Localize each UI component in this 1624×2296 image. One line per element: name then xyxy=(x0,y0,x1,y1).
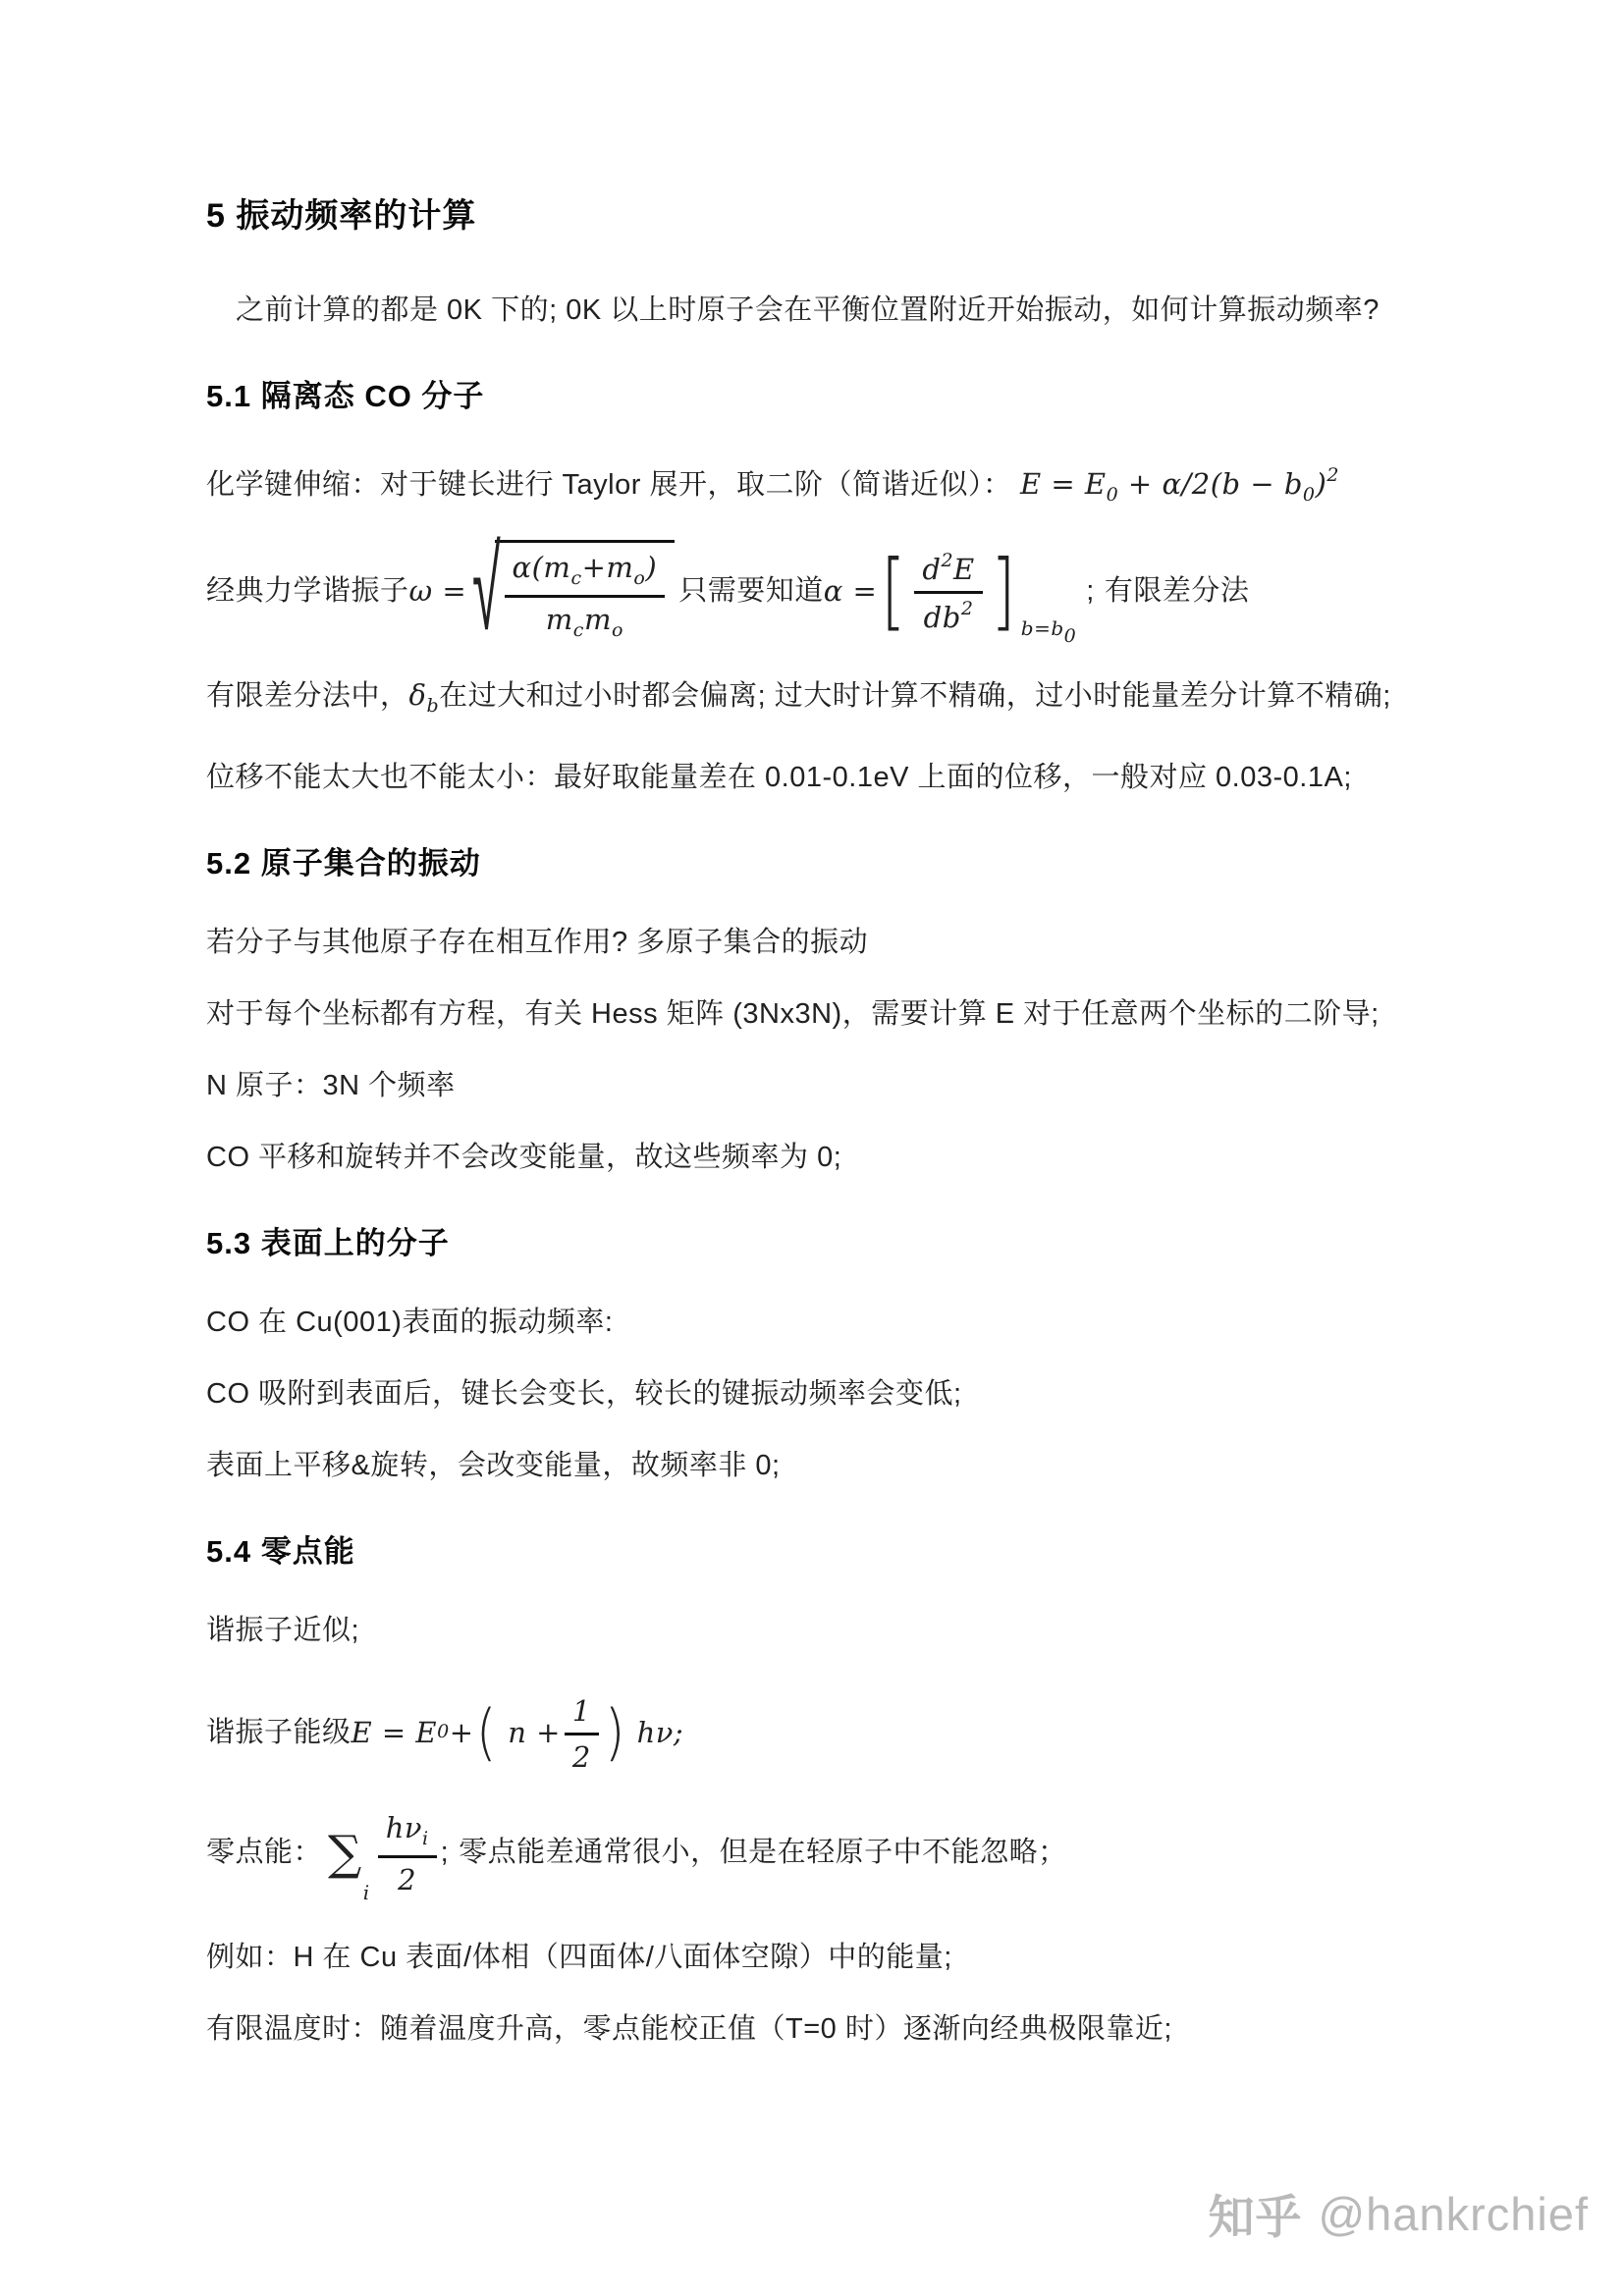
omega-semicolon: ; xyxy=(1086,575,1095,608)
paragraph-finite-temperature: 有限温度时：随着温度升高，零点能校正值（T=0 时）逐渐向经典极限靠近; xyxy=(206,2013,1172,2045)
section-heading-5: 5 振动频率的计算 xyxy=(206,197,477,235)
paragraph-example: 例如：H 在 Cu 表面/体相（四面体/八面体空隙）中的能量; xyxy=(206,1942,952,1973)
elevel-n-term: n + xyxy=(508,1716,561,1750)
bond-sub-0b: 0 xyxy=(1302,484,1316,506)
zpe-fraction xyxy=(378,1808,437,1897)
elevel-lead-text: 谐振子能级 xyxy=(206,1717,352,1749)
omega-lead-text: 经典力学谐振子 xyxy=(206,575,409,608)
paragraph-finite-difference xyxy=(206,665,1473,737)
zpe-semicolon: ; xyxy=(440,1837,450,1869)
alpha-lhs: α = xyxy=(823,574,878,609)
radicand xyxy=(495,540,676,643)
one-half-fraction xyxy=(565,1691,599,1776)
right-paren: ) xyxy=(604,1696,625,1769)
document-content xyxy=(206,188,1473,2070)
paragraph-displacement: 位移不能太大也不能太小：最好取能量差在 0.01-0.1eV 上面的位移，一般对应 0.03-0.1A; xyxy=(206,761,1352,793)
paragraph-interaction: 若分子与其他原子存在相互作用? 多原子集合的振动 xyxy=(206,926,869,958)
delta-post-text: 在过大和过小时都会偏离; 过大时计算不精确，过小时能量差分计算不精确; xyxy=(439,679,1391,712)
square-root xyxy=(470,520,675,658)
watermark xyxy=(1208,2181,1589,2247)
delta-pre-text: 有限差分法中， xyxy=(206,679,409,712)
section-heading-5-3: 5.3 表面上的分子 xyxy=(206,1225,450,1260)
mass-fraction-denominator: $m_cm_o$ xyxy=(545,602,623,641)
delta-symbol: δ xyxy=(408,677,427,712)
bond-formula-part: ) xyxy=(1315,467,1327,501)
zpe-sum xyxy=(322,1808,441,1904)
paragraph-co-translation: CO 平移和旋转并不会改变能量，故这些频率为 0; xyxy=(206,1141,842,1173)
omega-mid-text: 只需要知道 xyxy=(678,575,824,608)
elevel-hnu: hν; xyxy=(636,1716,684,1750)
bond-lead-text: 化学键伸缩：对于键长进行 Taylor 展开，取二阶（简谐近似）： xyxy=(206,469,1021,501)
elevel-part: E = E xyxy=(351,1716,438,1750)
delta-subscript: b xyxy=(426,694,440,717)
evaluation-subscript: b=b0 xyxy=(1020,616,1077,648)
right-bracket: ] xyxy=(990,541,1016,640)
omega-tail-text: 有限差分法 xyxy=(1104,575,1250,608)
elevel-part: + xyxy=(449,1716,474,1750)
one-half-numerator: 1 xyxy=(565,1691,599,1735)
section-heading-5-1: 5.1 隔离态 CO 分子 xyxy=(206,379,485,413)
one-half-denominator: 2 xyxy=(571,1739,591,1774)
paragraph-bond-stretch xyxy=(206,445,1473,526)
zpe-denominator: 2 xyxy=(398,1862,417,1896)
left-paren: ( xyxy=(475,1696,497,1769)
zpe-lead-text: 零点能： xyxy=(206,1837,323,1869)
bond-sup-2: 2 xyxy=(1326,464,1339,486)
section-heading-5-2: 5.2 原子集合的振动 xyxy=(206,845,481,881)
bond-formula-part: + α/2(b − b xyxy=(1118,467,1303,501)
elevel-sub-0: 0 xyxy=(437,1721,450,1743)
zpe-tail-text: 零点能差通常很小，但是在轻原子中不能忽略； xyxy=(459,1837,1067,1869)
second-derivative-bracket xyxy=(877,541,1077,648)
paragraph-harmonic-approx: 谐振子近似; xyxy=(206,1614,360,1646)
derivative-fraction xyxy=(914,548,982,636)
paragraph-adsorption: CO 吸附到表面后，键长会变长，较长的键振动频率会变低; xyxy=(206,1377,962,1410)
omega-lhs: ω = xyxy=(408,574,467,609)
paragraph-surface-translation: 表面上平移&旋转，会改变能量，故频率非 0; xyxy=(206,1449,781,1481)
zpe-numerator: $h\nu_i$ xyxy=(378,1808,437,1858)
section-heading-5-4: 5.4 零点能 xyxy=(206,1533,355,1569)
formula-harmonic-oscillator xyxy=(206,520,1473,658)
formula-zero-point-energy xyxy=(206,1808,1473,1904)
radical-icon: √ xyxy=(472,520,502,658)
formula-energy-level xyxy=(206,1691,1473,1776)
bond-formula-part: E = E xyxy=(1020,467,1107,501)
left-bracket: [ xyxy=(881,541,907,640)
paragraph-cu-surface: CO 在 Cu(001)表面的振动频率: xyxy=(206,1306,614,1338)
bond-sub-0: 0 xyxy=(1106,484,1119,506)
paragraph-hess-matrix: 对于每个坐标都有方程，有关 Hess 矩阵 (3Nx3N)，需要计算 E 对于任意两个坐标的二阶导; xyxy=(206,997,1380,1030)
derivative-numerator: $d^2E$ xyxy=(914,548,982,594)
mass-fraction-numerator: $\alpha(m_c+m_o)$ xyxy=(505,548,666,598)
paragraph-n-atoms: N 原子：3N 个频率 xyxy=(206,1069,456,1101)
mass-fraction xyxy=(505,548,666,643)
sigma-subscript: i xyxy=(362,1881,370,1904)
sigma-icon: ∑ xyxy=(328,1825,362,1881)
zhihu-logo-text: 知乎 xyxy=(1208,2191,1303,2243)
derivative-denominator: $db^2$ xyxy=(923,597,974,634)
paragraph-intro: 之前计算的都是 0K 下的; 0K 以上时原子会在平衡位置附近开始振动，如何计算振动频率? xyxy=(236,294,1380,326)
watermark-handle: @hankrchief xyxy=(1318,2188,1589,2240)
